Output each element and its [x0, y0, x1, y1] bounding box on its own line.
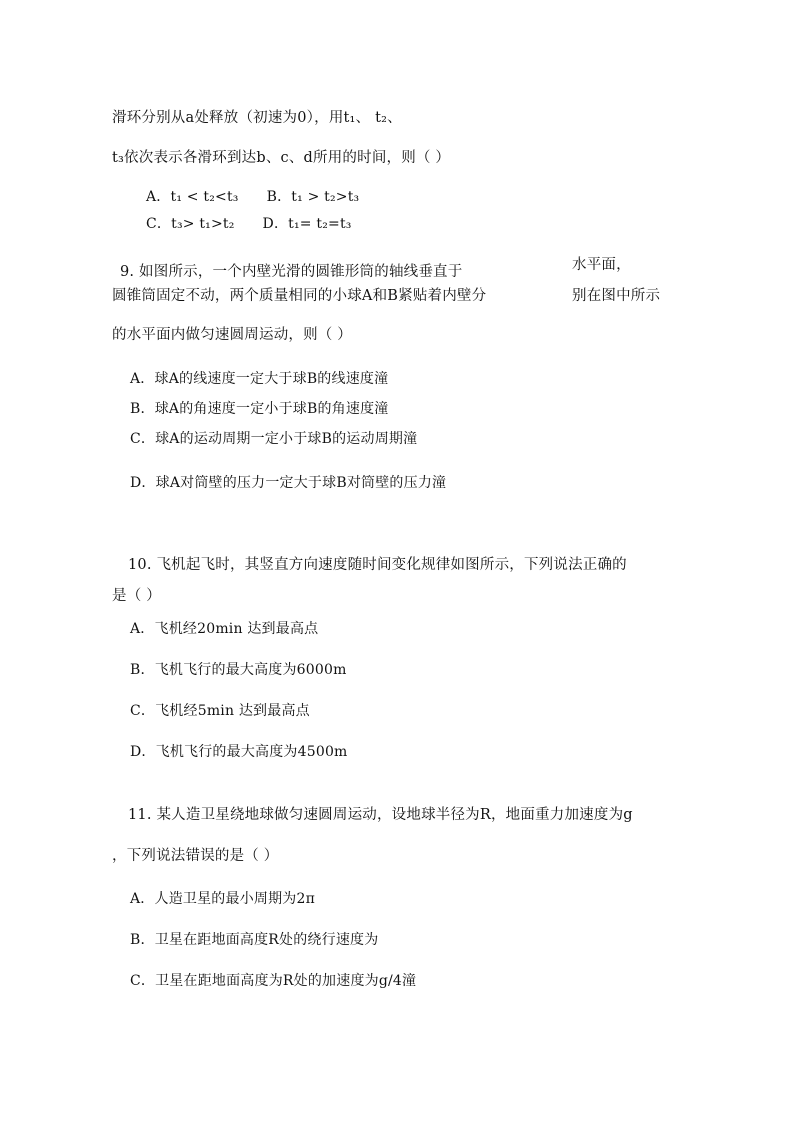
q11-option-c-text: C．卫星在距地面高度为R处的加速度为g/4: [130, 973, 403, 989]
q10-option-d: [130, 743, 348, 761]
q10-option-a-text: A．飞机经20min 达到最高点: [130, 621, 319, 637]
q9-line-1-text: 9. 如图所示，一个内壁光滑的圆锥形筒的轴线垂直于: [120, 264, 463, 280]
q9-line-2-right-text: 别在图中所示: [572, 288, 661, 304]
q9-line-3: [112, 326, 352, 344]
q10-line-2-text: 是（ ）: [112, 588, 161, 604]
q10-option-d-text: D．飞机飞行的最大高度为4500m: [130, 744, 348, 760]
q9-option-b-text: B．球A的角速度一定小于球B的角速度: [130, 401, 375, 417]
q8-option-b: B．t₁ > t₂>t₃: [266, 189, 360, 205]
q8-options-row-1: [146, 188, 359, 206]
q9-option-b: [130, 400, 389, 418]
q10-option-c: [130, 702, 310, 720]
q8-option-d: D．t₁= t₂=t₃: [262, 216, 352, 232]
q9-line-3-text: 的水平面内做匀速圆周运动，则（ ）: [112, 327, 353, 343]
q10-option-b-text: B．飞机飞行的最大高度为6000m: [130, 662, 347, 678]
q11-line-1-text: 11. 某人造卫星绕地球做匀速圆周运动，设地球半径为R，地面重力加速度为g: [128, 807, 633, 823]
q10-line-1: [128, 556, 627, 574]
q9-option-c-artifact: 潼: [403, 431, 418, 447]
q9-option-c-text: C．球A的运动周期一定小于球B的运动周期: [130, 431, 404, 447]
q9-option-d-artifact: 潼: [432, 475, 447, 491]
q9-option-a-text: A．球A的线速度一定大于球B的线速度: [130, 371, 375, 387]
q10-line-2: [112, 587, 161, 605]
q11-option-a: [130, 890, 315, 908]
q8-options-row-2: [146, 215, 352, 233]
q9-option-a: [130, 370, 388, 388]
q9-line-1-right: [572, 256, 631, 274]
q9-line-2: [112, 287, 486, 305]
q9-line-1-right-text: 水平面，: [572, 257, 631, 273]
q11-option-b: [130, 931, 378, 949]
q9-line-2-right: [572, 287, 660, 305]
q10-option-b: [130, 661, 347, 679]
q8-option-a: A．t₁ < t₂<t₃: [146, 189, 239, 205]
q8-line-1-text: 滑环分别从a处释放（初速为0），用t₁、 t₂、: [112, 110, 402, 126]
q8-line-1: [112, 109, 402, 127]
q11-line-2: [112, 847, 279, 865]
q8-option-c: C．t₃> t₁>t₂: [146, 216, 235, 232]
q10-option-c-text: C．飞机经5min 达到最高点: [130, 703, 310, 719]
q9-option-d: [130, 474, 446, 492]
q10-line-1-text: 10. 飞机起飞时，其竖直方向速度随时间变化规律如图所示，下列说法正确的: [128, 557, 627, 573]
q8-line-2-text: t₃依次表示各滑环到达b、c、d所用的时间，则（ ）: [112, 150, 451, 166]
q11-option-b-text: B．卫星在距地面高度R处的绕行速度为: [130, 932, 379, 948]
q11-line-2-text: ，下列说法错误的是（ ）: [112, 848, 279, 864]
q9-line-2-text: 圆锥筒固定不动，两个质量相同的小球A和B紧贴着内壁分: [112, 288, 487, 304]
q9-option-a-artifact: 潼: [374, 371, 389, 387]
q10-option-a: [130, 620, 318, 638]
q9-line-1: [120, 263, 462, 281]
q8-line-2: [112, 149, 450, 167]
q9-option-d-text: D．球A对筒壁的压力一定大于球B对筒壁的压力: [130, 475, 433, 491]
q9-option-b-artifact: 潼: [374, 401, 389, 417]
q11-option-c-artifact: 潼: [402, 973, 417, 989]
q11-option-a-text: A．人造卫星的最小周期为2π: [130, 891, 316, 907]
q11-line-1: [128, 806, 633, 824]
q9-option-c: [130, 430, 417, 448]
q11-option-c: [130, 972, 416, 990]
